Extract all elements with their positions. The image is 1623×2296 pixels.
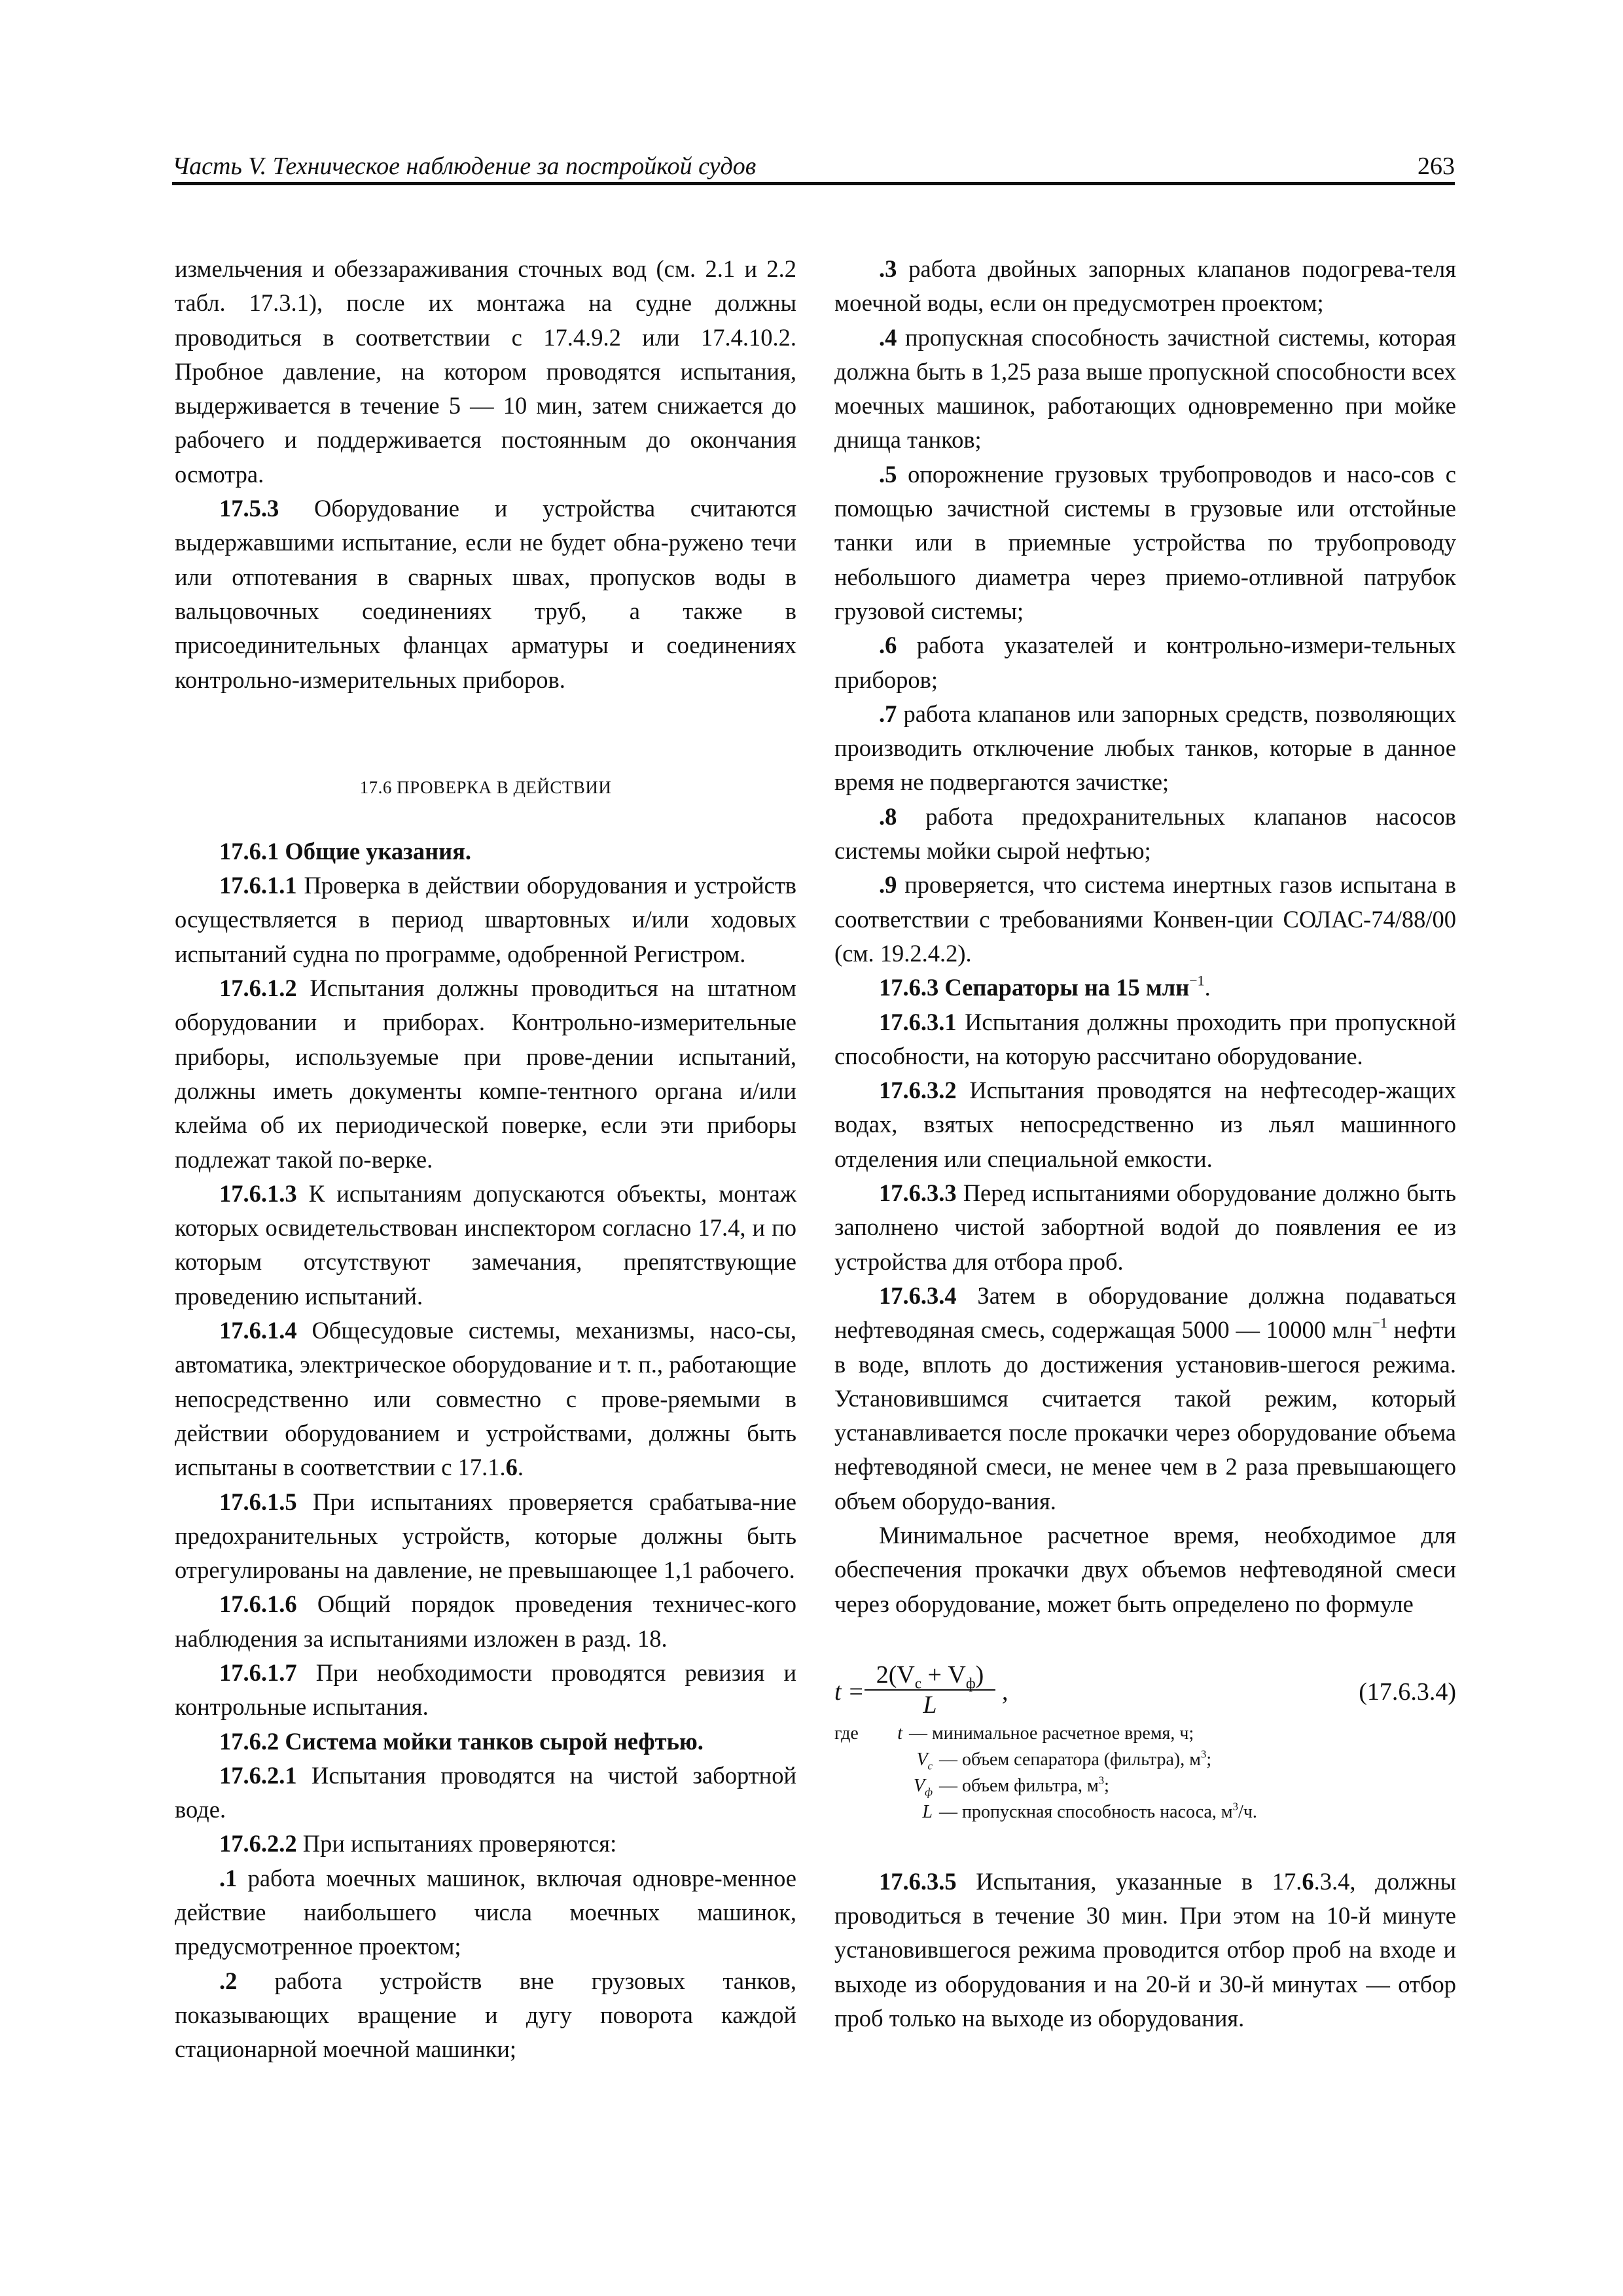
paragraph-17-6-2-1: 17.6.2.1 Испытания проводятся на чистой забортной воде.: [175, 1761, 796, 1823]
paragraph-17-6-1-3: 17.6.1.3 К испытаниям допускаются объекты, монтаж которых освидетельствован инспектором согласно 17.4, и по которым отсутствуют замечания, препятствующие проведению испытаний.: [175, 1179, 796, 1310]
legend-row: $V_с$ — объем сепаратора (фильтра), $м^3$;: [916, 1748, 1212, 1772]
legend-row: L — пропускная способность насоса, $м^3/ч$.: [922, 1800, 1257, 1822]
heading-17-6-1: 17.6.1 Общие указания.: [219, 837, 472, 865]
paragraph-17-6-3-4: 17.6.3.4 Затем в оборудование должна подаваться нефтеводяная смесь, содержащая 5000 — 10000 млн$^{-1}$ нефти в воде, вплоть до достижения установив-шегося режима. Установившимся считается такой режим, который устанавливается после прокачки через оборудование объема нефтеводяной смеси, не менее чем в 2 раза превышающего объем оборудо-вания.: [834, 1282, 1456, 1515]
paragraph-17-6-1-1: 17.6.1.1 Проверка в действии оборудования и устройств осуществляется в период швартовных и/или ходовых испытаний судна по программе, одобренной Регистром.: [175, 872, 796, 967]
formula-legend: [834, 1721, 1456, 1825]
formula-denominator: L: [923, 1691, 937, 1719]
running-header: [172, 145, 1455, 185]
legend-row: $V_ф$ — объем фильтра, $м^3$;: [913, 1774, 1109, 1799]
paragraph-17-6-1-4: 17.6.1.4 Общесудовые системы, механизмы, насо-сы, автоматика, электрическое оборудование и т. п., работающие непосредственно или совместно с прове-ряемыми в действии оборудованием и устройствами, должны быть испытаны в соответствии с 17.1.6.: [175, 1317, 796, 1481]
list-item: .6 работа указателей и контрольно-измери-тельных приборов;: [834, 632, 1456, 693]
paragraph-17-6-3-1: 17.6.3.1 Испытания должны проходить при пропускной способности, на которую рассчитано оборудование.: [834, 1008, 1456, 1069]
list-item: .3 работа двойных запорных клапанов подогрева-теля моечной воды, если он предусмотрен проектом;: [834, 255, 1456, 317]
formula-17-6-3-4: t = $2(V_с + V_ф)$ L , (17.6.3.4): [834, 1660, 1456, 1719]
section-title: 17.6 ПРОВЕРКА В ДЕЙСТВИИ: [359, 777, 612, 797]
left-column: [175, 252, 796, 2067]
legend-row: где t — минимальное расчетное время, ч;: [834, 1723, 1194, 1744]
list-item: .1 работа моечных машинок, включая одновре-менное действие наибольшего числа моечных машинок, предусмотренное проектом;: [175, 1864, 796, 1960]
right-column: [834, 252, 1456, 2036]
paragraph-17-6-3-2: 17.6.3.2 Испытания проводятся на нефтесодер-жащих водах, взятых непосредственно из льял машинного отделения или специальной емкости.: [834, 1077, 1456, 1172]
paragraph-17-6-1-5: 17.6.1.5 При испытаниях проверяется срабатыва-ние предохранительных устройств, которые должны быть отрегулированы на давление, не превышающее 1,1 рабочего.: [175, 1488, 796, 1584]
heading-17-6-3: 17.6.3 Сепараторы на 15 млн$^{-1}$.: [879, 972, 1211, 1001]
running-title: Часть V. Техническое наблюдение за постройкой судов: [172, 152, 757, 180]
paragraph-17-6-1-2: 17.6.1.2 Испытания должны проводиться на штатном оборудовании и приборах. Контрольно-измерительные приборы, используемые при прове-дении испытаний, должны иметь документы компе-тентного органа и/или клейма об их периодической поверке, если эти приборы подлежат такой по-верке.: [175, 975, 796, 1173]
list-item: .8 работа предохранительных клапанов насосов системы мойки сырой нефтью;: [834, 802, 1456, 865]
heading-17-6-2: 17.6.2 Система мойки танков сырой нефтью.: [219, 1727, 704, 1755]
formula-numerator: $2(V_с + V_ф)$: [865, 1660, 995, 1691]
paragraph-formula-intro: Минимальное расчетное время, необходимое для обеспечения прокачки двух объемов нефтеводяной смеси через оборудование, может быть определено по формуле: [834, 1521, 1456, 1617]
formula-fraction: [865, 1660, 995, 1719]
list-item: .5 опорожнение грузовых трубопроводов и насо-сов с помощью зачистной системы в грузовые или отстойные танки или в приемные устройства по трубопроводу небольшого диаметра через приемо-отливной патрубок грузовой системы;: [834, 460, 1456, 624]
paragraph-17-6-2-2: 17.6.2.2 При испытаниях проверяются:: [219, 1830, 617, 1857]
list-item: .4 пропускная способность зачистной системы, которая должна быть в 1,25 раза выше пропускной способности всех моечных машинок, работающих одновременно при мойке днища танков;: [834, 323, 1456, 454]
paragraph-17-6-1-7: 17.6.1.7 При необходимости проводятся ревизия и контрольные испытания.: [175, 1659, 796, 1721]
paragraph-17-5-3: 17.5.3 Оборудование и устройства считаются выдержавшими испытание, если не будет обна-ружено течи или отпотевания в сварных швах, пропусков воды в вальцовочных соединениях труб, а также в присоединительных фланцах арматуры и соединениях контрольно-измерительных приборов.: [175, 495, 796, 693]
list-item: .9 проверяется, что система инертных газов испытана в соответствии с требованиями Конвен-ции СОЛАС-74/88/00 (см. 19.2.4.2).: [834, 871, 1456, 967]
list-item: .7 работа клапанов или запорных средств, позволяющих производить отключение любых танков, которые в данное время не подвергаются зачистке;: [834, 700, 1456, 796]
paragraph-17-6-3-3: 17.6.3.3 Перед испытаниями оборудование должно быть заполнено чистой забортной водой до появления ее из устройства для отбора проб.: [834, 1179, 1456, 1275]
paragraph: измельчения и обеззараживания сточных вод (см. 2.1 и 2.2 табл. 17.3.1), после их монтажа на судне должны проводиться в соответствии с 17.4.9.2 или 17.4.10.2. Пробное давление, на котором проводятся испытания, выдерживается в течение 5 — 10 мин, затем снижается до рабочего и поддерживается постоянным до окончания осмотра.: [175, 255, 796, 488]
list-item: .2 работа устройств вне грузовых танков, показывающих вращение и дугу поворота каждой стационарной моечной машинки;: [175, 1967, 796, 2063]
formula-lhs: t =: [834, 1677, 865, 1706]
paragraph-17-6-1-6: 17.6.1.6 Общий порядок проведения техничес-кого наблюдения за испытаниями изложен в разд. 18.: [175, 1590, 796, 1652]
page-number: 263: [1418, 152, 1455, 180]
formula-number: (17.6.3.4): [1359, 1677, 1456, 1706]
paragraph-17-6-3-5: 17.6.3.5 Испытания, указанные в 17.6.3.4, должны проводиться в течение 30 мин. При этом на 10-й минуте установившегося режима проводится отбор проб на входе и выходе из оборудования и на 20-й и 30-й минутах — отбор проб только на выходе из оборудования.: [834, 1867, 1456, 2032]
